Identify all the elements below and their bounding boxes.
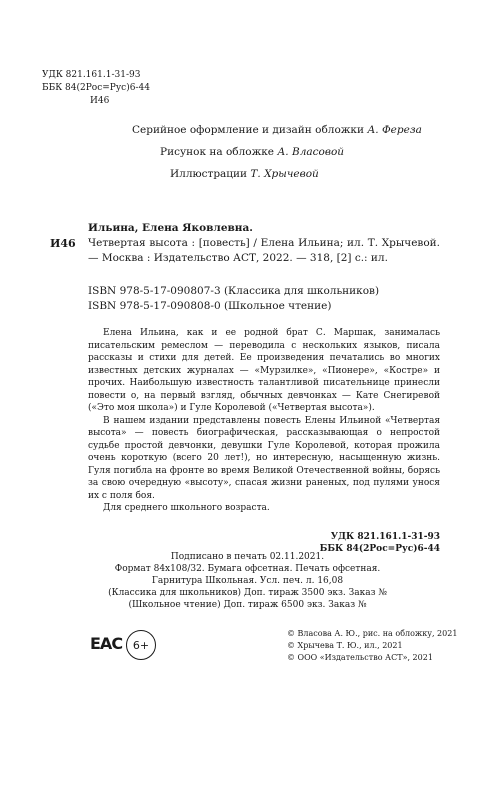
- bbk-code: ББК 84(2Рос=Рус)6-44: [42, 83, 150, 93]
- record-author: Ильина, Елена Яковлевна.: [88, 222, 253, 234]
- copyright-line: © ООО «Издательство АСТ», 2021: [287, 653, 433, 662]
- annotation: [88, 327, 440, 515]
- imprint-line: Формат 84х108/32. Бумага офсетная. Печать офсетная.: [114, 564, 381, 574]
- record-code: И46: [50, 237, 76, 250]
- udk-code-right: УДК 821.161.1-31-93: [330, 532, 440, 542]
- annotation-paragraph: Елена Ильина, как и ее родной брат С. Маршак, занималась писательским ремеслом — переводила с нескольких языков, писала рассказы и стихи для детей. Ее произведения печатались во многих известных детских журналах — «Мурзилке», «Пионере», «Костре» и прочих. Наибольшую известность талантливой писательнице принесли повести о, на первый взгляд, обычных девчонках — Кате Снегиревой («Это моя школа») и Гуле Королевой («Четвертая высота»).: [88, 328, 440, 413]
- imprint-line: Подписано в печать 02.11.2021.: [170, 552, 325, 562]
- isbn-classics: ISBN 978-5-17-090807-3 (Классика для школьников): [88, 285, 380, 297]
- annotation-paragraph: В нашем издании представлены повесть Елены Ильиной «Четвертая высота» — повесть биографическая, рассказывающая о непростой судьбе простой девчонки, девушки Гуле Королевой, которая прожила очень короткую (всего 20 лет!), но интересную, насыщенную жизнь. Гуля погибла на фронте во время Великой Отечественной войны, борясь за свою очередную «высоту», спасая жизни раненых, под пулями унося их с поля боя.: [88, 415, 440, 501]
- credit-series: Серийное оформление и дизайн обложки А. Фереза: [132, 124, 422, 136]
- isbn-school: ISBN 978-5-17-090808-0 (Школьное чтение): [88, 300, 332, 312]
- credit-illustrations: Иллюстрации Т. Хрычевой: [170, 168, 319, 180]
- imprint-line: (Классика для школьников) Доп. тираж 3500 экз. Заказ №: [108, 588, 387, 598]
- imprint-line: (Школьное чтение) Доп. тираж 6500 экз. Заказ №: [128, 600, 367, 610]
- age-rating-badge: 6+: [126, 630, 156, 660]
- imprint-line: Гарнитура Школьная. Усл. печ. л. 16,08: [151, 576, 344, 586]
- annotation-audience: Для среднего школьного возраста.: [103, 503, 270, 513]
- copyright-line: © Хрычева Т. Ю., ил., 2021: [287, 641, 403, 650]
- eac-mark-icon: EAC: [90, 634, 123, 653]
- udk-code: УДК 821.161.1-31-93: [42, 70, 141, 80]
- record-description: Четвертая высота : [повесть] / Елена Ильина; ил. Т. Хрычевой. — Москва : Издательство АСТ, 2022. — 318, [2] с.: ил.: [88, 237, 440, 264]
- author-mark: И46: [90, 96, 110, 106]
- credit-cover: Рисунок на обложке А. Власовой: [160, 146, 345, 158]
- bbk-code-right: ББК 84(2Рос=Рус)6-44: [319, 544, 440, 554]
- copyright-line: © Власова А. Ю., рис. на обложку, 2021: [287, 629, 458, 638]
